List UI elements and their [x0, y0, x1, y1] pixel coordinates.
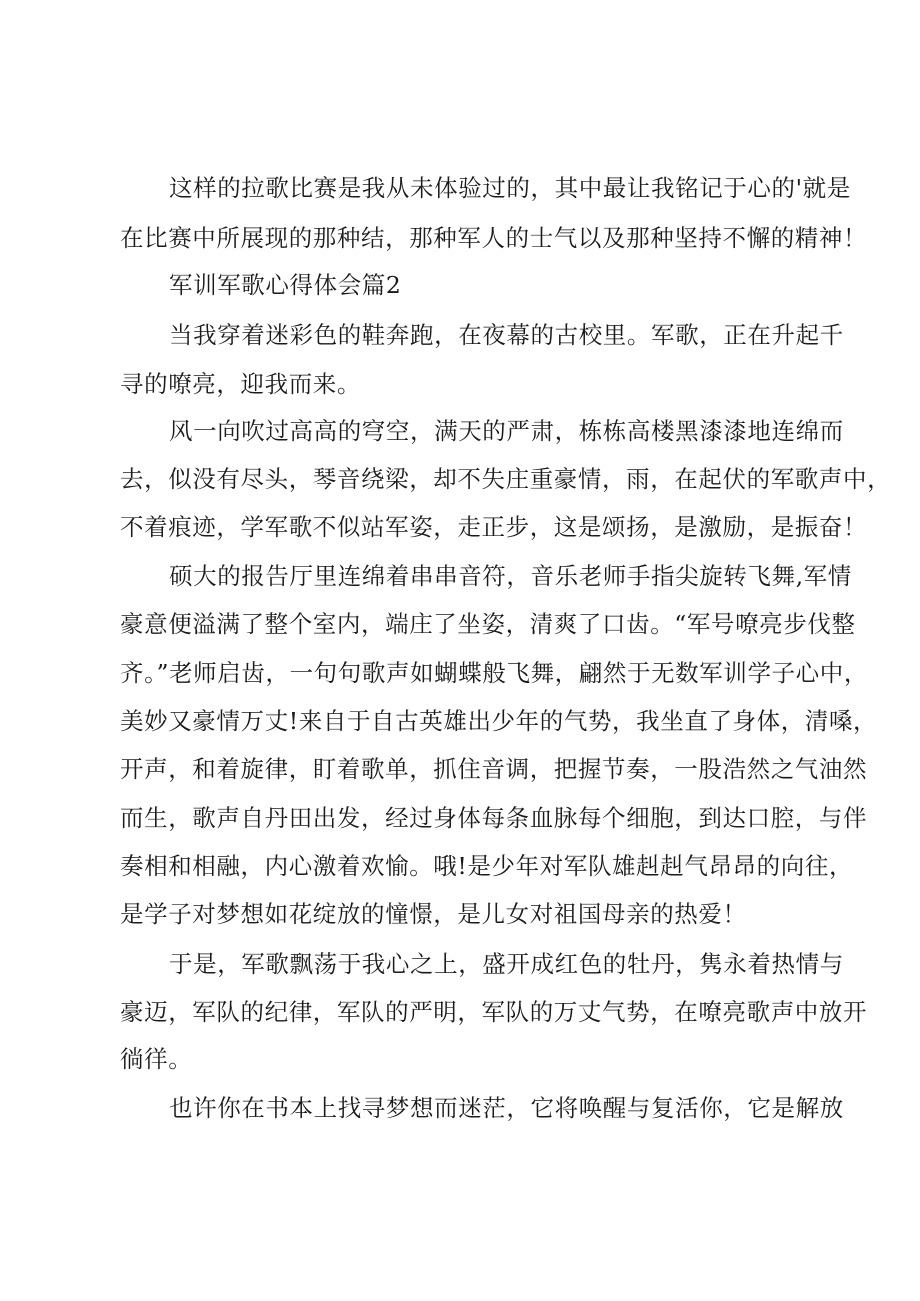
paragraph-5-line-1: 于是，军歌飘荡于我心之上，盛开成红色的牡丹，隽永着热情与	[169, 950, 844, 978]
paragraph-3-line-1: 风一向吹过高高的穹空，满天的严肃，栋栋高楼黑漆漆地连绵而	[169, 417, 844, 445]
paragraph-5-line-3: 徜徉。	[120, 1045, 193, 1073]
paragraph-1-line-2: 在比赛中所展现的那种结，那种军人的士气以及那种坚持不懈的精神！	[120, 224, 868, 252]
paragraph-4-line-7: 奏相和相融，内心激着欢愉。哦!是少年对军队雄赳赳气昂昂的向往，	[120, 852, 854, 880]
paragraph-4-line-6: 而生，歌声自丹田出发，经过身体每条血脉每个细胞，到达口腔，与伴	[120, 804, 868, 832]
paragraph-2-line-1: 当我穿着迷彩色的鞋奔跑，在夜幕的古校里。军歌，正在升起千	[169, 321, 844, 349]
paragraph-4-line-2: 豪意便溢满了整个室内，端庄了坐姿，清爽了口齿。“军号嘹亮步伐整	[120, 610, 856, 638]
paragraph-4-line-4: 美妙又豪情万丈!来自于自古英雄出少年的气势，我坐直了身体，清嗓，	[120, 707, 878, 735]
paragraph-3-line-2: 去，似没有尽头，琴音绕梁，却不失庄重豪情，雨，在起伏的军歌声中，	[120, 465, 892, 493]
paragraph-3-line-3: 不着痕迹，学军歌不似站军姿，走正步，这是颂扬，是激励，是振奋！	[120, 513, 868, 541]
paragraph-4-line-8: 是学子对梦想如花绽放的憧憬，是儿女对祖国母亲的热爱！	[120, 900, 747, 928]
paragraph-1-line-1: 这样的拉歌比赛是我从未体验过的，其中最让我铭记于心的'就是	[169, 174, 851, 202]
paragraph-5-line-2: 豪迈，军队的纪律，军队的严明，军队的万丈气势，在嘹亮歌声中放开	[120, 998, 868, 1026]
paragraph-2-line-2: 寻的嘹亮，迎我而来。	[120, 370, 361, 398]
section-heading: 军训军歌心得体会篇2	[169, 271, 402, 299]
paragraph-4-line-3: 齐。”老师启齿，一句句歌声如蝴蝶般飞舞，翩然于无数军训学子心中，	[120, 659, 868, 687]
paragraph-4-line-5: 开声，和着旋律，盯着歌单，抓住音调，把握节奏，一股浩然之气油然	[120, 755, 868, 783]
paragraph-4-line-1: 硕大的报告厅里连绵着串串音符，音乐老师手指尖旋转飞舞,军情	[169, 562, 852, 590]
paragraph-6-line-1: 也许你在书本上找寻梦想而迷茫，它将唤醒与复活你，它是解放	[169, 1094, 844, 1122]
